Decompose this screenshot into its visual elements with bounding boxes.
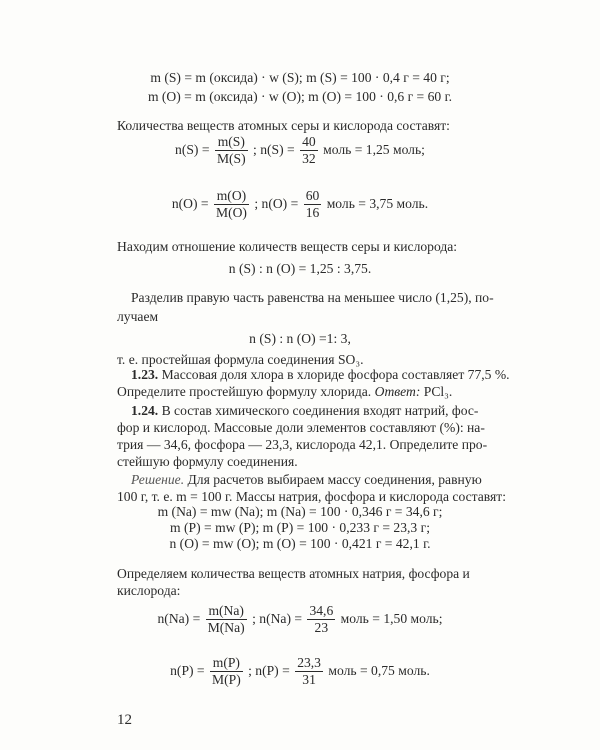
equation-n-phosphorus [0,655,600,687]
paragraph-line: 100 г, т. е. m = 100 г. Массы натрия, фосфора и кислорода составят: [117,489,506,504]
fraction-denominator: M(Na) [207,619,245,635]
page-number: 12 [117,712,132,728]
fraction-denominator: 31 [302,671,316,687]
fraction-numerator: m(Na) [206,603,247,620]
fraction [295,655,323,687]
fraction-denominator: M(S) [216,150,246,166]
equation-rhs: моль = 0,75 моль. [328,663,430,679]
fraction-numerator: 23,3 [297,655,321,670]
problem-number: 1.24. [131,403,159,418]
fraction-numerator: m(P) [210,655,243,672]
equation-mass-oxygen-2: n (O) = mw (O); m (O) = 100 · 0,421 г = 42,1 г. [169,536,431,551]
paragraph-line: кислорода: [117,583,181,598]
equation-rhs: моль = 3,75 моль. [326,196,429,212]
equation-lhs: n(P) = [170,663,205,679]
equation-mass-phosphorus: m (P) = mw (P); m (P) = 100 · 0,233 г = 23,3 г; [170,520,430,535]
fraction [210,655,243,687]
fraction-numerator: 34,6 [309,603,334,618]
fraction [214,188,249,220]
paragraph-line: Определяем количества веществ атомных натрия, фосфора и [117,566,470,581]
fraction-numerator: m(S) [215,134,248,151]
equation-n-sulfur [0,134,600,166]
fraction [215,134,248,166]
equation-mass-sulfur: m (S) = m (оксида) · w (S); m (S) = 100 · 0,4 г = 40 г; [150,70,450,85]
problem-text: Определите простейшую формулу хлорида. [117,384,372,399]
equation-mass-sodium: m (Na) = mw (Na); m (Na) = 100 · 0,346 г = 34,6 г; [157,504,443,519]
solution-label: Решение. [131,472,185,487]
problem-1-23-answer [117,385,452,399]
answer-value: PCl₃. [423,384,453,399]
fraction-denominator: 23 [314,619,329,635]
equation-rhs: моль = 1,25 моль; [323,142,425,158]
fraction-denominator: 32 [302,150,316,166]
equation-mid: ; n(P) = [248,663,290,679]
equation-rhs: моль = 1,50 моль; [340,611,443,627]
problem-1-24 [131,404,478,418]
problem-text: В состав химического соединения входят натрий, фос- [161,403,479,418]
fraction-numerator: m(O) [214,188,249,205]
equation-ratio: n (S) : n (O) = 1,25 : 3,75. [228,261,372,276]
fraction-denominator: M(O) [215,204,247,220]
equation-ratio-simplified: n (S) : n (O) =1: 3, [249,331,351,346]
paragraph-line: лучаем [117,309,159,324]
paragraph-line: Разделив правую часть равенства на меньшее число (1,25), по- [131,290,494,305]
equation-lhs: n(S) = [175,142,210,158]
fraction-denominator: 16 [305,204,320,220]
equation-n-sodium [0,603,600,635]
paragraph-line: стейшую формулу соединения. [117,454,298,469]
fraction [304,188,322,220]
fraction-denominator: M(P) [212,671,241,687]
fraction [307,603,335,635]
equation-mass-oxygen: m (O) = m (оксида) · w (O); m (O) = 100 · 0,6 г = 60 г. [147,89,453,104]
fraction [206,603,247,635]
paragraph-text: Для расчетов выбираем массу соединения, равную [187,472,482,487]
answer-label: Ответ: [374,384,421,399]
paragraph-line: фор и кислород. Массовые доли элементов составляют (%): на- [117,420,485,435]
equation-lhs: n(O) = [171,196,209,212]
problem-1-23 [131,368,510,382]
solution-line [131,473,482,487]
problem-number: 1.23. [131,367,159,382]
paragraph-line: Находим отношение количеств веществ серы и кислорода: [117,239,458,254]
paragraph-line: т. е. простейшая формула соединения SO₃. [117,352,364,367]
equation-n-oxygen [0,188,600,220]
paragraph-line: Количества веществ атомных серы и кислорода составят: [117,118,450,133]
paragraph-line: трия — 34,6, фосфора — 23,3, кислорода 42,1. Определите про- [117,437,488,452]
fraction-numerator: 40 [302,134,316,149]
fraction-numerator: 60 [305,188,320,203]
fraction [300,134,318,166]
equation-mid: ; n(Na) = [252,611,303,627]
equation-mid: ; n(O) = [254,196,299,212]
equation-mid: ; n(S) = [253,142,295,158]
problem-text: Массовая доля хлора в хлориде фосфора составляет 77,5 %. [161,367,510,382]
equation-lhs: n(Na) = [157,611,201,627]
